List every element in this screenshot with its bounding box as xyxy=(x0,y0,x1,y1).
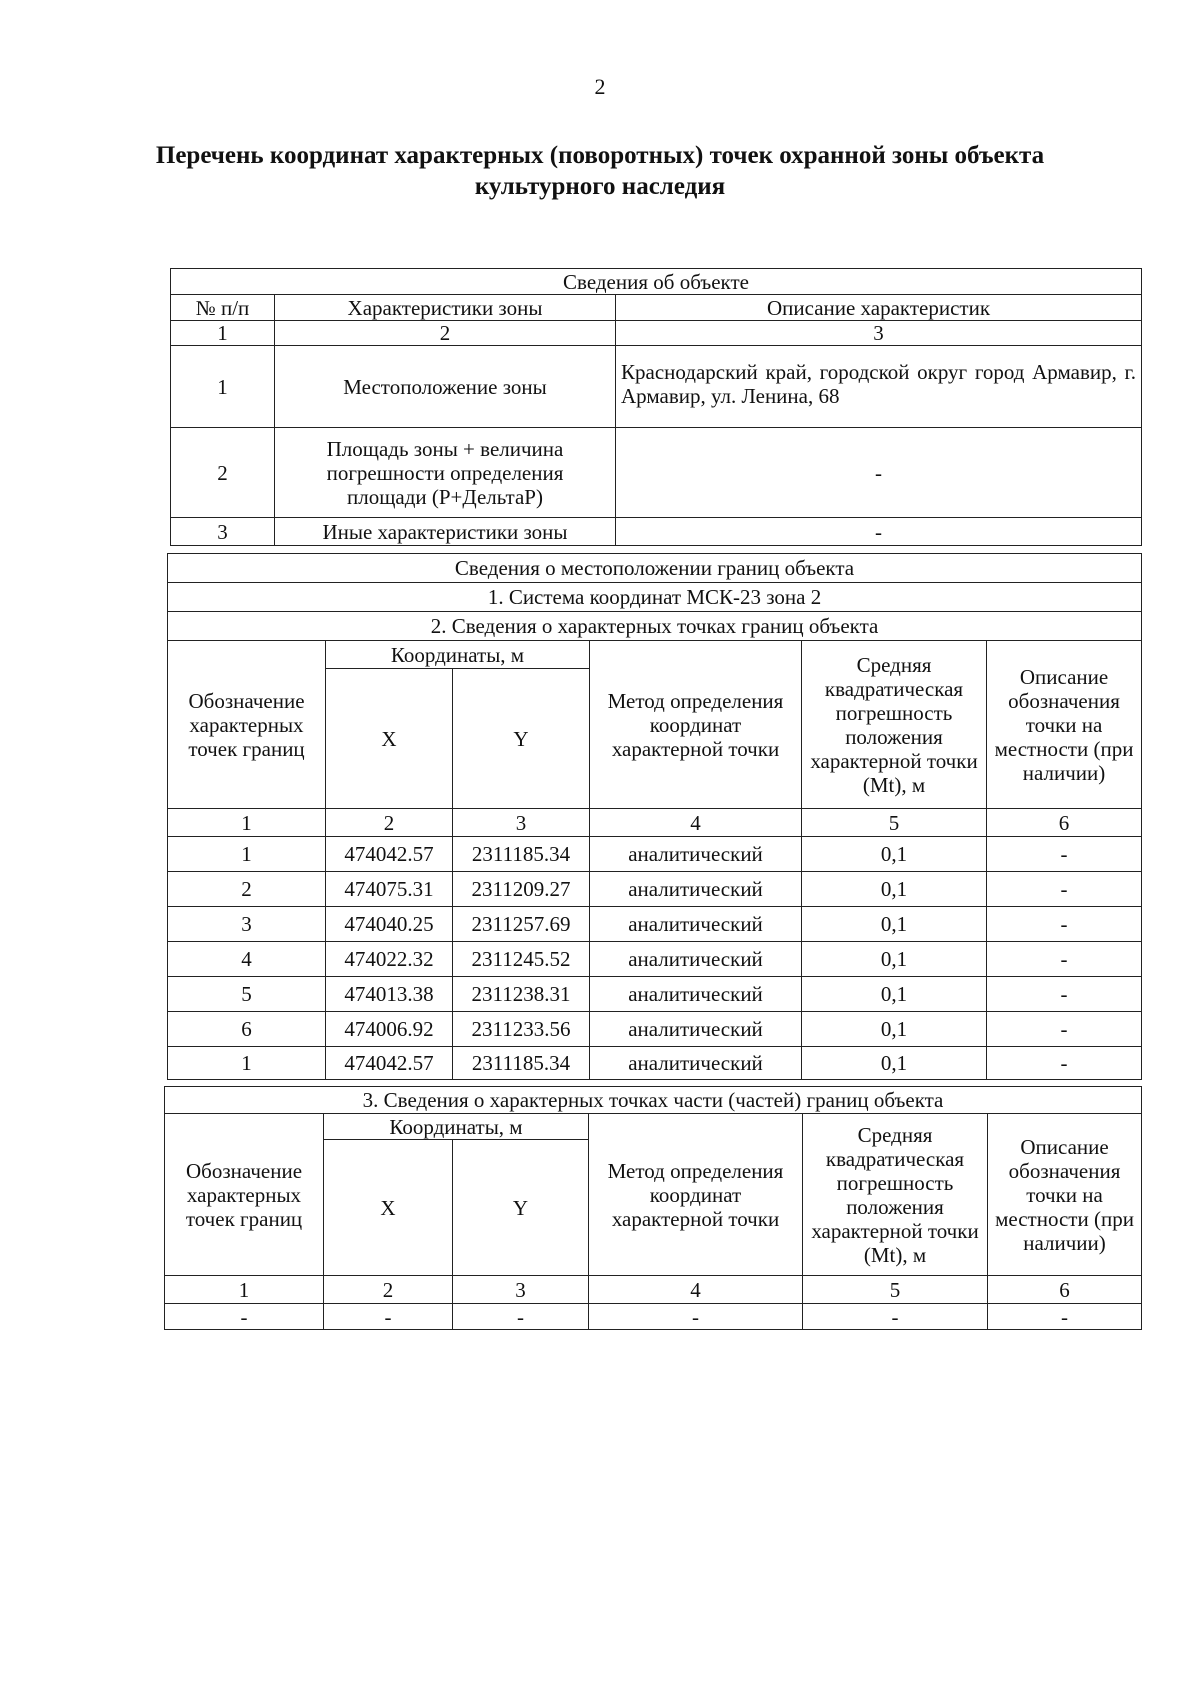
col-header-description: Описание характеристик xyxy=(616,295,1142,321)
table-row xyxy=(168,837,1142,872)
header-x: X xyxy=(326,669,453,809)
point-x: 474022.32 xyxy=(326,942,453,977)
header-method: Метод определения координат характерной точки xyxy=(590,641,802,809)
row-description: - xyxy=(616,518,1142,546)
table-row xyxy=(168,977,1142,1012)
point-desc: - xyxy=(987,837,1142,872)
point-id: 6 xyxy=(168,1012,326,1047)
point-desc: - xyxy=(987,942,1142,977)
part-boundary-points-table xyxy=(164,1086,1142,1330)
point-mt: 0,1 xyxy=(802,837,987,872)
col-number: 2 xyxy=(326,809,453,837)
point-desc: - xyxy=(988,1304,1142,1330)
col-number: 2 xyxy=(275,321,616,346)
object-info-header: Сведения об объекте xyxy=(171,269,1142,295)
table-row xyxy=(168,872,1142,907)
row-name: Местоположение зоны xyxy=(275,346,616,428)
header-coords: Координаты, м xyxy=(326,641,590,669)
point-desc: - xyxy=(987,1047,1142,1080)
point-x: - xyxy=(324,1304,453,1330)
table-row xyxy=(171,428,1142,518)
row-number: 1 xyxy=(171,346,275,428)
coord-system: 1. Система координат МСК-23 зона 2 xyxy=(168,583,1142,612)
header-x: X xyxy=(324,1140,453,1276)
point-mt: 0,1 xyxy=(802,907,987,942)
row-name: Площадь зоны + величина погрешности определения площади (Р+ДельтаР) xyxy=(275,428,616,518)
header-description: Описание обозначения точки на местности (при наличии) xyxy=(987,641,1142,809)
col-number: 4 xyxy=(589,1276,803,1304)
point-method: аналитический xyxy=(590,907,802,942)
point-method: аналитический xyxy=(590,977,802,1012)
table-row xyxy=(171,346,1142,428)
point-mt: 0,1 xyxy=(802,872,987,907)
header-y: Y xyxy=(453,669,590,809)
col-number: 5 xyxy=(803,1276,988,1304)
point-method: аналитический xyxy=(590,1012,802,1047)
header-designation: Обозначение характерных точек границ xyxy=(168,641,326,809)
point-desc: - xyxy=(987,1012,1142,1047)
point-x: 474013.38 xyxy=(326,977,453,1012)
point-method: - xyxy=(589,1304,803,1330)
point-mt: 0,1 xyxy=(802,1012,987,1047)
col-number: 5 xyxy=(802,809,987,837)
point-y: - xyxy=(453,1304,589,1330)
table-row xyxy=(168,907,1142,942)
col-number: 1 xyxy=(165,1276,324,1304)
table-row xyxy=(168,942,1142,977)
point-y: 2311257.69 xyxy=(453,907,590,942)
point-desc: - xyxy=(987,977,1142,1012)
point-x: 474042.57 xyxy=(326,1047,453,1080)
col-number: 4 xyxy=(590,809,802,837)
point-mt: 0,1 xyxy=(802,977,987,1012)
point-id: 2 xyxy=(168,872,326,907)
point-x: 474006.92 xyxy=(326,1012,453,1047)
header-description: Описание обозначения точки на местности (при наличии) xyxy=(988,1114,1142,1276)
point-x: 474042.57 xyxy=(326,837,453,872)
point-method: аналитический xyxy=(590,837,802,872)
col-number: 3 xyxy=(453,809,590,837)
point-mt: 0,1 xyxy=(802,1047,987,1080)
point-x: 474075.31 xyxy=(326,872,453,907)
point-y: 2311238.31 xyxy=(453,977,590,1012)
row-number: 2 xyxy=(171,428,275,518)
object-info-table xyxy=(170,268,1142,546)
section2-title: 2. Сведения о характерных точках границ объекта xyxy=(168,612,1142,641)
point-desc: - xyxy=(987,907,1142,942)
col-number: 3 xyxy=(453,1276,589,1304)
location-header: Сведения о местоположении границ объекта xyxy=(168,554,1142,583)
header-y: Y xyxy=(453,1140,589,1276)
section3-title: 3. Сведения о характерных точках части (частей) границ объекта xyxy=(165,1087,1142,1114)
point-id: - xyxy=(165,1304,324,1330)
col-number: 1 xyxy=(171,321,275,346)
point-y: 2311233.56 xyxy=(453,1012,590,1047)
document-title: Перечень координат характерных (поворотных) точек охранной зоны объекта культурного наследия xyxy=(155,142,1045,200)
point-id: 1 xyxy=(168,1047,326,1080)
col-number: 2 xyxy=(324,1276,453,1304)
header-method: Метод определения координат характерной точки xyxy=(589,1114,803,1276)
col-number: 6 xyxy=(988,1276,1142,1304)
col-header-number: № п/п xyxy=(171,295,275,321)
row-number: 3 xyxy=(171,518,275,546)
header-error: Средняя квадратическая погрешность положения характерной точки (Mt), м xyxy=(803,1114,988,1276)
header-designation: Обозначение характерных точек границ xyxy=(165,1114,324,1276)
point-y: 2311209.27 xyxy=(453,872,590,907)
point-method: аналитический xyxy=(590,872,802,907)
table-row xyxy=(168,1012,1142,1047)
boundary-points-table xyxy=(167,553,1142,1080)
table-row xyxy=(168,1047,1142,1080)
point-desc: - xyxy=(987,872,1142,907)
point-id: 1 xyxy=(168,837,326,872)
point-method: аналитический xyxy=(590,942,802,977)
row-description: Краснодарский край, городской округ город Армавир, г. Армавир, ул. Ленина, 68 xyxy=(616,346,1142,428)
header-coords: Координаты, м xyxy=(324,1114,589,1140)
point-y: 2311245.52 xyxy=(453,942,590,977)
point-mt: - xyxy=(803,1304,988,1330)
point-y: 2311185.34 xyxy=(453,1047,590,1080)
col-number: 1 xyxy=(168,809,326,837)
point-id: 3 xyxy=(168,907,326,942)
row-description: - xyxy=(616,428,1142,518)
point-mt: 0,1 xyxy=(802,942,987,977)
header-error: Средняя квадратическая погрешность положения характерной точки (Mt), м xyxy=(802,641,987,809)
point-y: 2311185.34 xyxy=(453,837,590,872)
table-row xyxy=(165,1304,1142,1330)
col-number: 3 xyxy=(616,321,1142,346)
table-row xyxy=(171,518,1142,546)
col-number: 6 xyxy=(987,809,1142,837)
point-x: 474040.25 xyxy=(326,907,453,942)
point-id: 4 xyxy=(168,942,326,977)
col-header-characteristics: Характеристики зоны xyxy=(275,295,616,321)
point-method: аналитический xyxy=(590,1047,802,1080)
row-name: Иные характеристики зоны xyxy=(275,518,616,546)
point-id: 5 xyxy=(168,977,326,1012)
page-number: 2 xyxy=(594,74,606,99)
